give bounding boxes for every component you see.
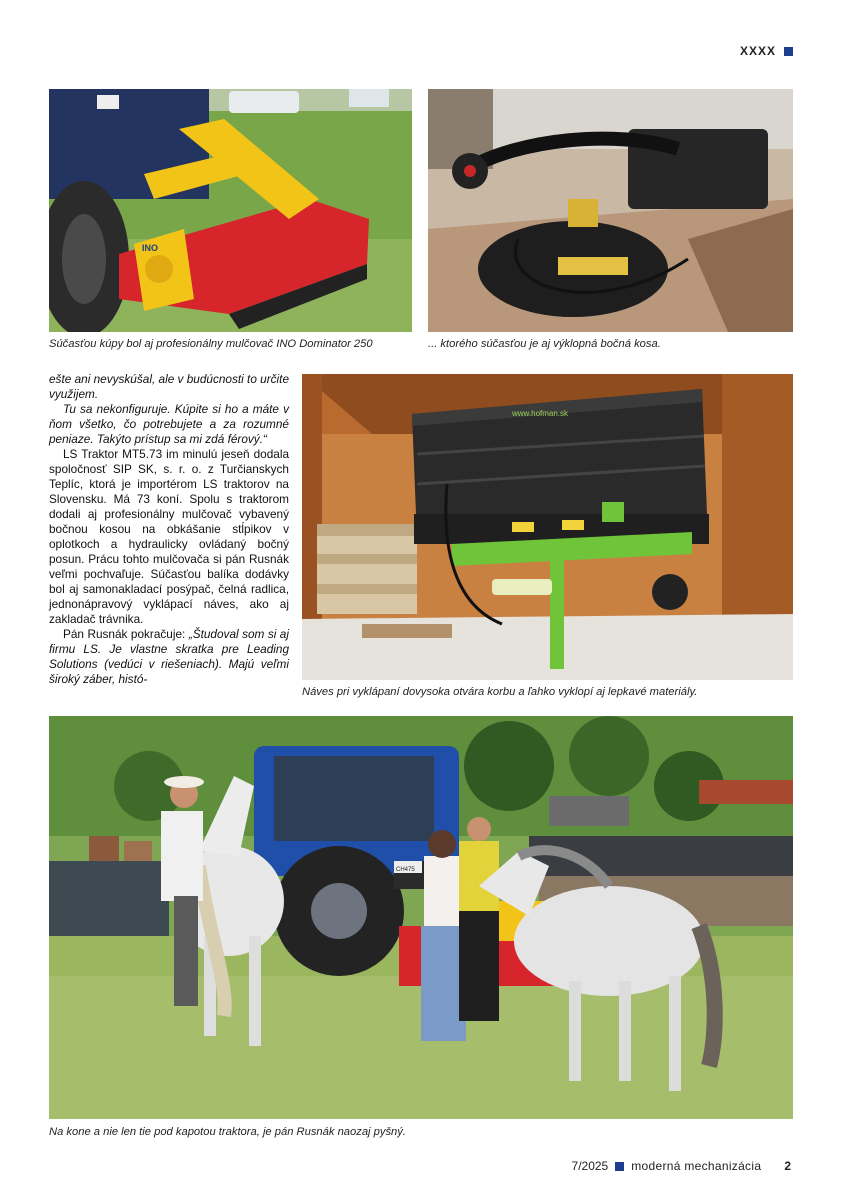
caption-horses-tractor: Na kone a nie len tie pod kapotou traktora, je pán Rusnák naozaj pyšný. [49,1126,406,1138]
article-paragraph-4 [49,627,289,687]
photo-side-mower [428,89,793,332]
magazine-name: moderná mechanizácia [631,1159,762,1173]
trailer-brand-text: www.hofman.sk [512,409,569,418]
page-number: 2 [784,1159,791,1173]
tractor-plate-text: CH475 [396,867,415,873]
photo-mulcher [49,89,412,332]
caption-trailer: Náves pri vyklápaní dovysoka otvára korbu a ľahko vyklopí aj lepkavé materiály. [302,686,698,698]
mulcher-brand-text: INO [142,243,159,253]
page-footer [572,1159,791,1173]
caption-mulcher: Súčasťou kúpy bol aj profesionálny mulčovač INO Dominator 250 [49,338,373,350]
section-label: XXXX [739,44,776,58]
square-bullet-icon [615,1162,624,1171]
article-paragraph-4-lead: Pán Rusnák pokračuje: [63,627,189,641]
section-header [740,44,793,58]
photo-trailer [302,374,793,680]
caption-side-mower: ... ktorého súčasťou je aj výklopná bočná kosa. [428,338,661,350]
article-paragraph-1: ešte ani nevyskúšal, ale v budúcnosti to určite využijem. [49,372,290,401]
photo-horses-tractor [49,716,793,1119]
article-paragraph-2: Tu sa nekonfiguruje. Kúpite si ho a máte v ňom všetko, čo potrebujete a za rozumné peniaze. Takýto prístup sa mi zdá férový.“ [49,402,289,446]
article-column [49,372,289,687]
square-bullet-icon [784,47,793,56]
article-paragraph-3: LS Traktor MT5.73 im minulú jeseň dodala spoločnosť SIP SK, s. r. o. z Turčianskych Teplíc, ktorá je importérom LS traktorov na Slovensku. Má 73 koní. Spolu s traktorom dodali aj profesionálny mulčovač vybavený bočnou kosou na obkášanie stĺpikov v oplotkoch a hydraulicky ovládaný bočný posun. Prácu tohto mulčovača si pán Rusnák veľmi pochvaľuje. Súčasťou balíka dodávky bol aj samonakladací posýpač, čelná radlica, jednonápravový vyklápací náves, ako aj zakladač trávnika. [49,447,289,626]
article-paragraph-4-quote: „Študoval som si aj firmu LS. Je vlastne skratka pre Leading Solutions (vedúci v riešeniach). Majú veľmi široký záber, histó- [49,627,289,686]
issue-number: 7/2025 [571,1159,609,1173]
